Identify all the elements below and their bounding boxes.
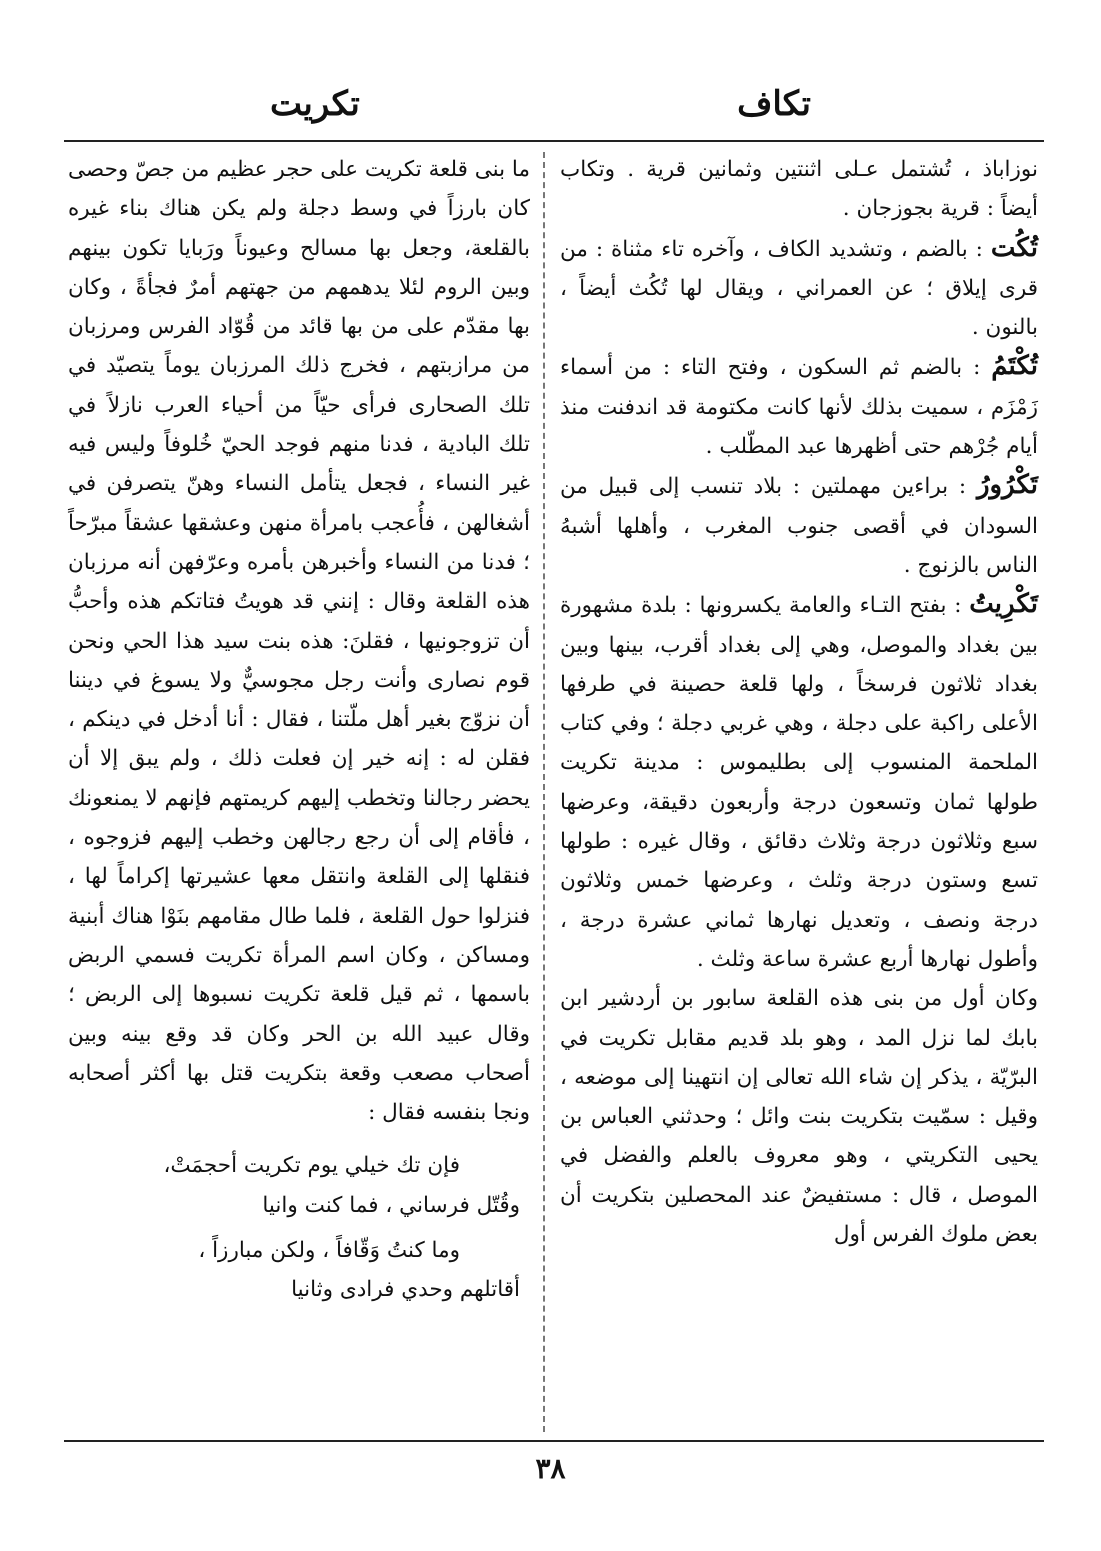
verse-line: وقُتّل فرساني ، فما كنت وانيا <box>262 1192 520 1218</box>
entry-tuktam <box>560 347 1038 466</box>
entry-headword: تَكْرُورُ <box>976 470 1038 501</box>
entry-body: : بفتح التـاء والعامة يكسرونها : بلدة مشهورة بين بغداد والموصل، وهي إلى بغداد أقرب، بينها وبين بغداد ثلاثون فرسخاً ، ولها قلعة حصينة في طرفها الأعلى راكبة على دجلة ، وهي غربي دجلة ؛ وفي كتاب الملحمة المنسوب إلى بطليموس : مدينة تكريت طولها ثمان وتسعون درجة وأربعون دقيقة، وعرضها سبع وثلاثون درجة وثلاث دقائق ، وقال غيره : طولها تسع وستون درجة وثلث ، وعرضها خمس وثلاثون درجة ونصف ، وتعديل نهارها ثماني عشرة درجة ، وأطول نهارها أربع عشرة ساعة وثلث . <box>560 593 1038 972</box>
column-divider <box>543 152 545 1432</box>
footer-rule <box>64 1440 1044 1442</box>
right-column <box>560 150 1038 1254</box>
entry-headword: تَكْرِيتُ <box>969 589 1038 620</box>
verse-line: فإن تك خيلي يوم تكريت أحجمَتْ، <box>163 1153 460 1179</box>
entry-tukut <box>560 229 1038 348</box>
entry-headword: تُكْتَمُ <box>991 351 1038 382</box>
verse-line: وما كنتُ وَقّافاً ، ولكن مبارزاً ، <box>198 1238 460 1264</box>
paragraph-continuation: نوزاباذ ، تُشتمل عـلى اثنتين وثمانين قرية . وتكاب أيضاً : قرية بجوزجان . <box>560 157 1038 222</box>
entry-takrur <box>560 466 1038 585</box>
running-header-left: تكريت <box>270 84 360 124</box>
paragraph-takrit-story: ما بنى قلعة تكريت على حجر عظيم من جصّ وحصى كان بارزاً في وسط دجلة ولم يكن هناك بناء غيره بالقلعة، وجعل بها مسالح وعيوناً ورَبايا تكون بينهم وبين الروم لئلا يدهمهم من جهتهم أمرٌ فجأةً ، وكان بها مقدّم على من بها قائد من قُوّاد الفرس ومرزبان من مرازبتهم ، فخرج ذلك المرزبان يوماً يتصيّد في تلك الصحارى فرأى حيّاً من أحياء العرب نازلاً في تلك البادية ، فدنا منهم فوجد الحيّ خُلوفاً وليس فيه غير النساء ، فجعل يتأمل النساء وهنّ يتصرفن في أشغالهن ، فأُعجب بامرأة منهن وعشقها عشقاً مبرّحاً ؛ فدنا من النساء وأخبرهن بأمره وعرّفهن أنه مرزبان هذه القلعة وقال : إنني قد هويتُ فتاتكم هذه وأحبُّ أن تزوجونيها ، فقلنَ: هذه بنت سيد هذا الحي ونحن قوم نصارى وأنت رجل مجوسيٌّ ولا يسوغ في ديننا أن نزوّج بغير أهل ملّتنا ، فقال : أنا أدخل في دينكم ، فقلن له : إنه خير إن فعلت ذلك ، ولم يبق إلا أن يحضر رجالنا وتخطب إليهم كريمتهم فإنهم لا يمنعونك ، فأقام إلى أن رجع رجالهن وخطب إليهم فزوجوه ، فنقلها إلى القلعة وانتقل معها عشيرتها إكراماً لها ، فنزلوا حول القلعة ، فلما طال مقامهم بنَوْا هناك أبنية ومساكن ، وكان اسم المرأة تكريت فسمي الربض باسمها ، ثم قيل قلعة تكريت نسبوها إلى الربض ؛ وقال عبيد الله بن الحر وكان قد وقع بينه وبين أصحاب مصعب وقعة بتكريت قتل بها أكثر أصحابه ونجا بنفسه فقال : <box>68 157 530 1126</box>
poem <box>68 1146 530 1309</box>
left-column <box>68 150 530 1310</box>
header-rule <box>64 140 1044 142</box>
entry-takrit <box>560 585 1038 979</box>
entry-headword: تُكُت <box>990 232 1038 263</box>
paragraph-takrit-history: وكان أول من بنى هذه القلعة سابور بن أردشير ابن بابك لما نزل المد ، وهو بلد قديم مقابل تكريت في البرّيّة ، يذكر إن شاء الله تعالى إن انتهينا إلى موضعه ، وقيل : سمّيت بتكريت بنت وائل ؛ وحدثني العباس بن يحيى التكريتي ، وهو معروف بالعلم والفضل في الموصل ، قال : مستفيضٌ عند المحصلين بتكريت أن بعض ملوك الفرس أول <box>560 986 1038 1248</box>
entry-body: : بالضم ، وتشديد الكاف ، وآخره تاء مثناة : من قرى إيلاق ؛ عن العمراني ، ويقال لها تُكُث أيضاً ، بالنون . <box>560 236 1038 341</box>
entry-body: : براءين مهملتين : بلاد تنسب إلى قبيل من السودان في أقصى جنوب المغرب ، وأهلها أشبهُ الناس بالزنوج . <box>560 474 1038 578</box>
entry-body: : بالضم ثم السكون ، وفتح التاء : من أسماء زَمْزَم ، سميت بذلك لأنها كانت مكتومة قد اندفنت منذ أيام جُرْهم حتى أظهرها عبد المطّلب . <box>560 355 1038 460</box>
verse-line: أقاتلهم وحدي فرادى وثانيا <box>291 1277 520 1303</box>
page-number: ٣٨ <box>535 1452 566 1485</box>
running-header-right: تكاف <box>737 84 811 124</box>
